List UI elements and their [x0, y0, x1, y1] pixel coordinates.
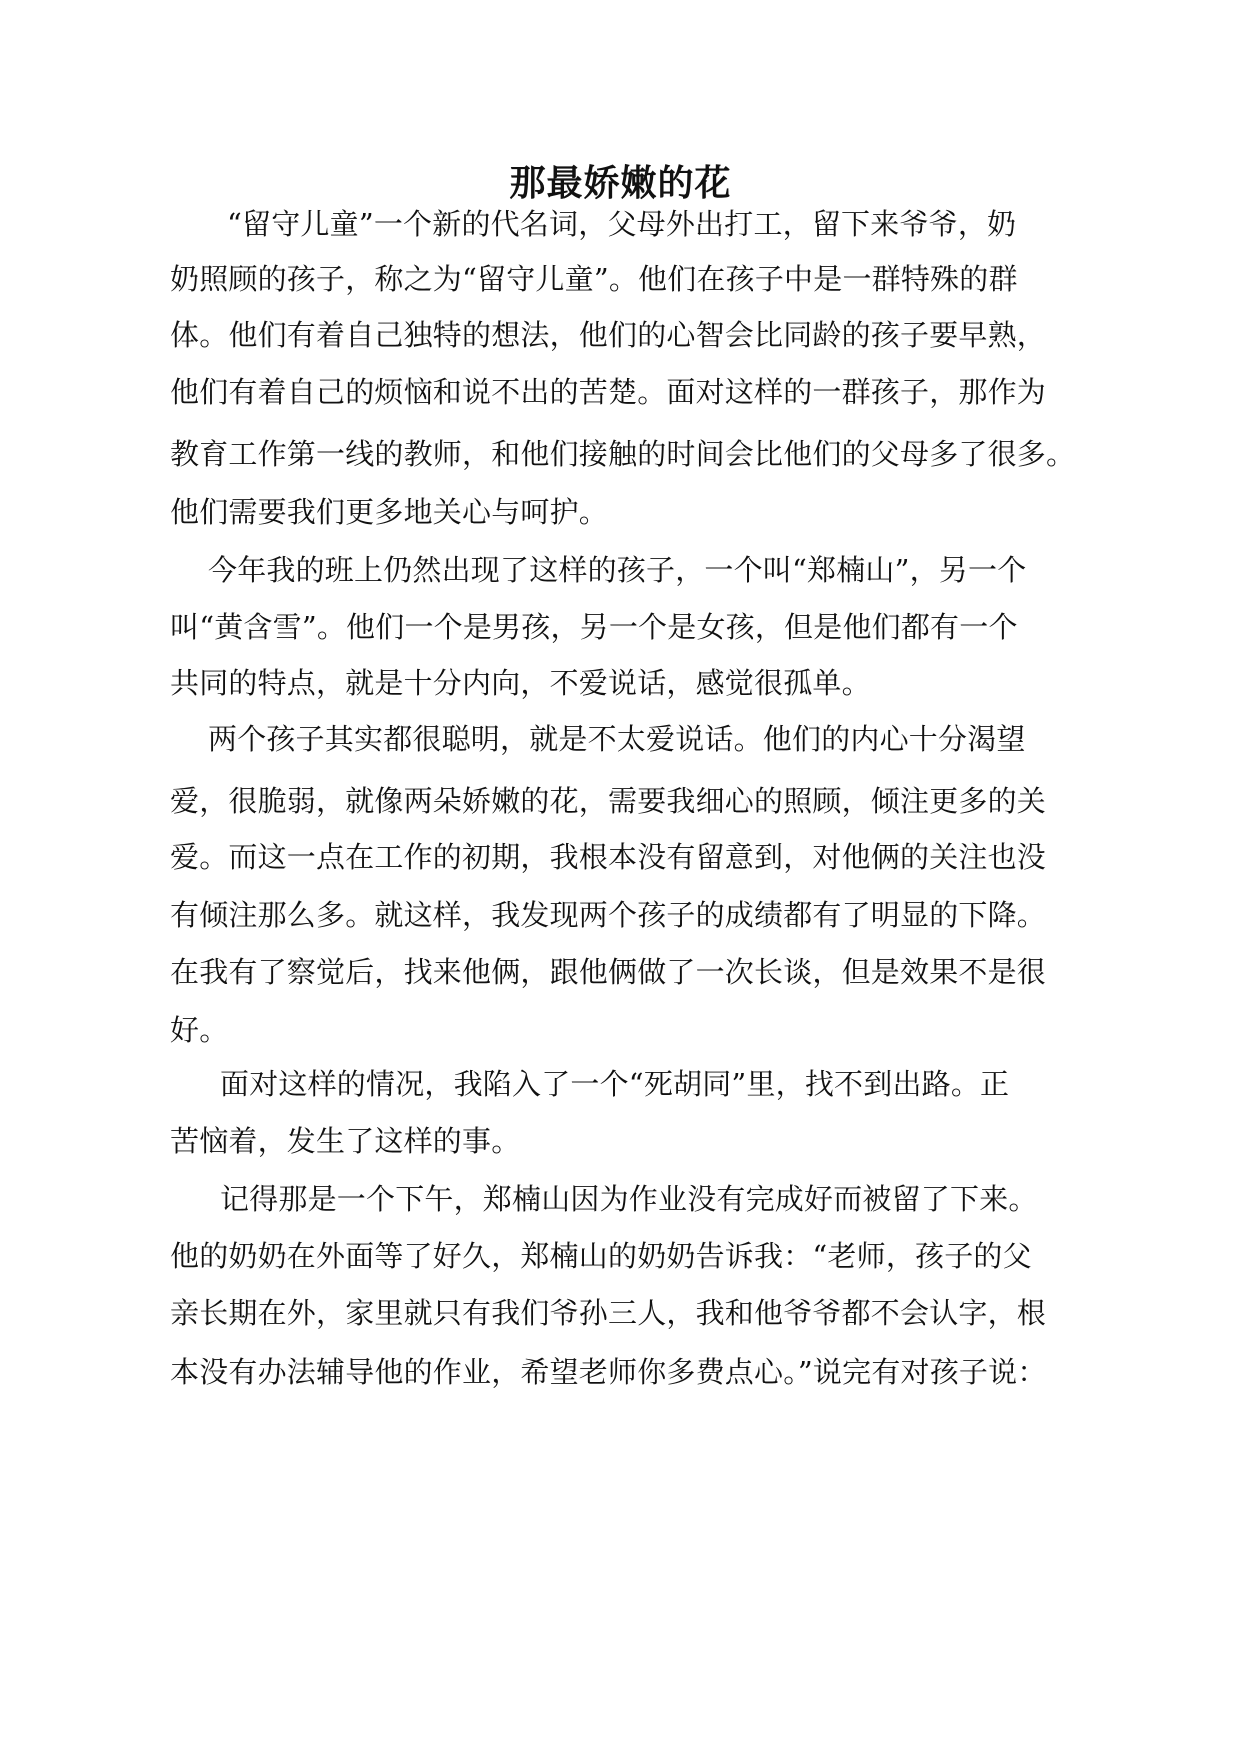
document-title: 那最娇嫩的花	[509, 162, 732, 204]
text-line: 共同的特点，就是十分内向，不爱说话，感觉很孤单。	[170, 666, 871, 700]
text-line: 教育工作第一线的教师，和他们接触的时间会比他们的父母多了很多。	[170, 437, 1076, 471]
text-line: 体。他们有着自己独特的想法，他们的心智会比同龄的孩子要早熟，	[170, 318, 1047, 352]
text-line: 他的奶奶在外面等了好久，郑楠山的奶奶告诉我：“老师，孩子的父	[170, 1239, 1032, 1273]
text-line: 奶照顾的孩子，称之为“留守儿童”。他们在孩子中是一群特殊的群	[170, 262, 1018, 296]
text-line: 好。	[170, 1013, 229, 1047]
text-line: 他们有着自己的烦恼和说不出的苦楚。面对这样的一群孩子，那作为	[170, 375, 1047, 409]
text-line: 两个孩子其实都很聪明，就是不太爱说话。他们的内心十分渴望	[208, 722, 1026, 756]
text-line: 亲长期在外，家里就只有我们爷孙三人，我和他爷爷都不会认字，根	[170, 1296, 1047, 1330]
text-line: 在我有了察觉后，找来他俩，跟他俩做了一次长谈，但是效果不是很	[170, 955, 1047, 989]
text-line: 面对这样的情况，我陷入了一个“死胡同”里，找不到出路。正	[220, 1067, 1010, 1101]
text-line: 本没有办法辅导他的作业，希望老师你多费点心。”说完有对孩子说：	[170, 1355, 1047, 1389]
text-line: 爱，很脆弱，就像两朵娇嫩的花，需要我细心的照顾，倾注更多的关	[170, 784, 1047, 818]
text-line: 叫“黄含雪”。他们一个是男孩，另一个是女孩，但是他们都有一个	[170, 610, 1018, 644]
text-line: 苦恼着，发生了这样的事。	[170, 1124, 521, 1158]
text-line: 爱。而这一点在工作的初期，我根本没有留意到，对他俩的关注也没	[170, 840, 1047, 874]
text-line: 今年我的班上仍然出现了这样的孩子，一个叫“郑楠山”，另一个	[208, 553, 1027, 587]
text-line: “留守儿童”一个新的代名词，父母外出打工，留下来爷爷，奶	[227, 207, 1017, 241]
text-line: 他们需要我们更多地关心与呵护。	[170, 495, 609, 529]
text-line: 有倾注那么多。就这样，我发现两个孩子的成绩都有了明显的下降。	[170, 898, 1047, 932]
text-line: 记得那是一个下午，郑楠山因为作业没有完成好而被留了下来。	[220, 1182, 1038, 1216]
